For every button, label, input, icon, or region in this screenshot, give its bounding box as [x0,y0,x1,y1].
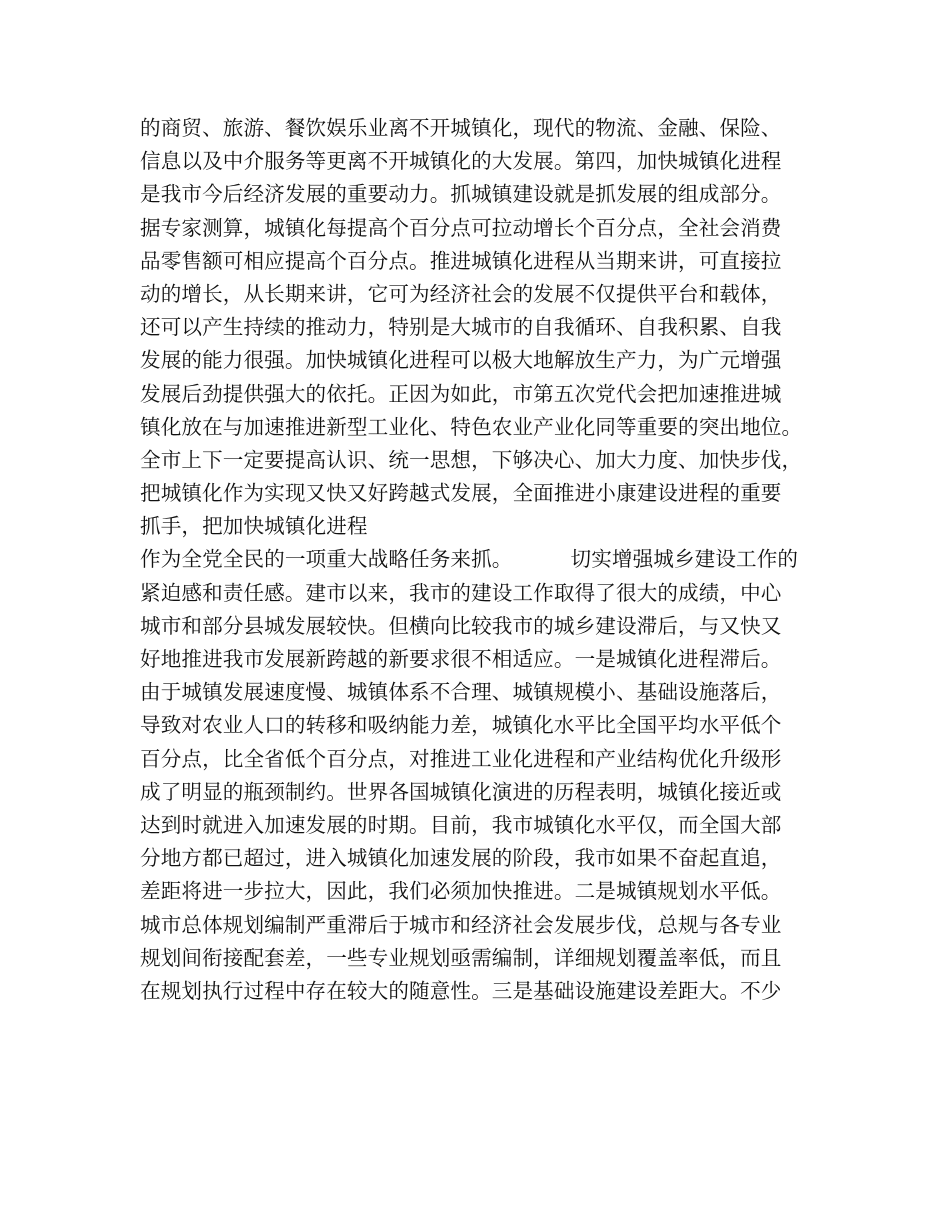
text-line: 达到时就进入加速发展的时期。目前，我市城镇化水平仅，而全国大部 [140,812,782,837]
text-line: 城市总体规划编制严重滞后于城市和经济社会发展步伐，总规与各专业 [140,912,782,937]
text-line-split [140,543,840,576]
text-line: 镇化放在与加速推进新型工业化、特色农业产业化同等重要的突出地位。 [140,414,803,439]
text-line: 把城镇化作为实现又快又好跨越式发展，全面推进小康建设进程的重要 [140,481,782,506]
body-text [140,112,840,1008]
text-line: 发展的能力很强。加快城镇化进程可以极大地解放生产力，为广元增强 [140,348,782,373]
text-line: 好地推进我市发展新跨越的新要求很不相适应。一是城镇化进程滞后。 [140,647,782,671]
text-line: 紧迫感和责任感。建市以来，我市的建设工作取得了很大的成绩，中心 [140,580,782,605]
text-line: 动的增长，从长期来讲，它可为经济社会的发展不仅提供平台和载体， [140,281,782,306]
text-line: 规划间衔接配套差，一些专业规划亟需编制，详细规划覆盖率低，而且 [140,945,782,970]
text-line: 全市上下一定要提高认识、统一思想，下够决心、加大力度、加快步伐， [140,447,803,472]
text-segment: 作为全党全民的一项重大战略任务来抓。 [140,547,513,572]
text-line: 的商贸、旅游、餐饮娱乐业离不开城镇化，现代的物流、金融、保险、 [140,116,782,140]
text-line: 由于城镇发展速度慢、城镇体系不合理、城镇规模小、基础设施落后， [140,680,782,705]
text-line: 在规划执行过程中存在较大的随意性。三是基础设施建设差距大。不少 [140,978,782,1003]
text-line: 还可以产生持续的推动力，特别是大城市的自我循环、自我积累、自我 [140,315,782,340]
text-line: 品零售额可相应提高个百分点。推进城镇化进程从当期来讲，可直接拉 [140,248,782,273]
text-line: 成了明显的瓶颈制约。世界各国城镇化演进的历程表明，城镇化接近或 [140,779,782,804]
text-line: 导致对农业人口的转移和吸纳能力差，城镇化水平比全国平均水平低个 [140,713,782,738]
text-line: 百分点，比全省低个百分点，对推进工业化进程和产业结构优化升级形 [140,746,782,771]
text-line: 发展后劲提供强大的依托。正因为如此，市第五次党代会把加速推进城 [140,381,782,406]
text-line: 分地方都已超过，进入城镇化加速发展的阶段，我市如果不奋起直追， [140,846,782,871]
text-line: 是我市今后经济发展的重要动力。抓城镇建设就是抓发展的组成部分。 [140,182,782,207]
text-line: 据专家测算，城镇化每提高个百分点可拉动增长个百分点，全社会消费 [140,215,782,240]
text-line: 差距将进一步拉大，因此，我们必须加快推进。二是城镇规划水平低。 [140,879,782,904]
text-segment: 切实增强城乡建设工作的 [570,547,799,572]
text-line: 抓手，把加快城镇化进程 [140,514,368,539]
text-line: 信息以及中介服务等更离不开城镇化的大发展。第四，加快城镇化进程 [140,149,782,174]
text-line: 城市和部分县城发展较快。但横向比较我市的城乡建设滞后，与又快又 [140,613,782,638]
